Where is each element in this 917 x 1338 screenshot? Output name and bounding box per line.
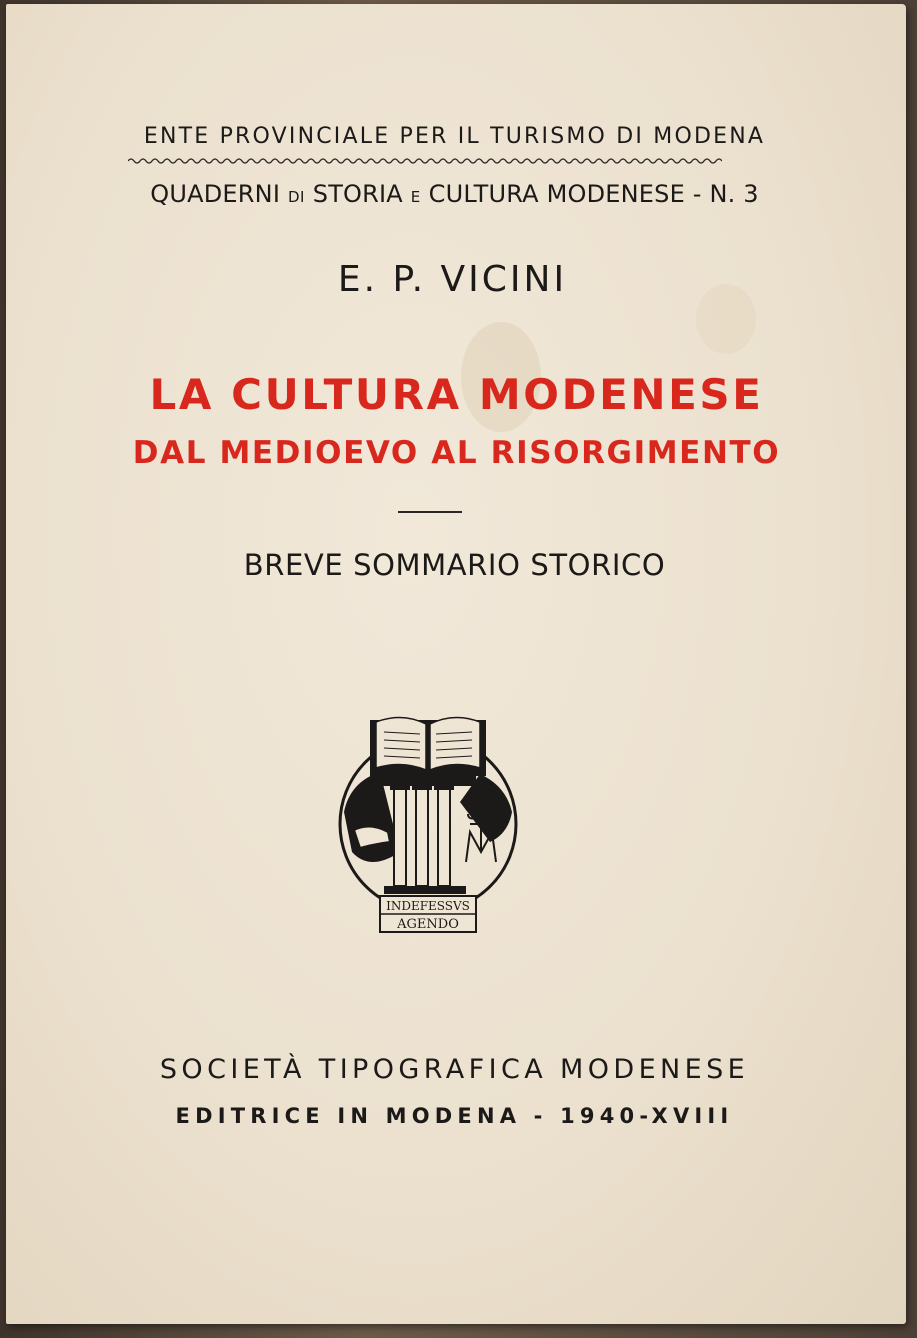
emblem-motto-line-2: AGENDO bbox=[397, 917, 459, 932]
publisher-organization: ENTE PROVINCIALE PER IL TURISMO DI MODENA bbox=[143, 124, 766, 149]
imprint-publisher: SOCIETÀ TIPOGRAFICA MODENESE bbox=[159, 1054, 750, 1085]
emblem-motto-line-1: INDEFESSVS bbox=[386, 899, 470, 913]
book-title-line-1: LA CULTURA MODENESE bbox=[149, 370, 764, 419]
book-title-line-2: DAL MEDIOEVO AL RISORGIMENTO bbox=[132, 435, 781, 471]
series-title bbox=[0, 180, 913, 208]
series-connector: DI bbox=[287, 188, 305, 206]
series-connector: E bbox=[410, 188, 421, 206]
series-word-storia: STORIA bbox=[312, 180, 403, 208]
printer-mark-emblem-icon bbox=[330, 702, 526, 938]
imprint-place-date: EDITRICE IN MODENA - 1940-XVIII bbox=[175, 1104, 734, 1128]
series-word-quaderni: QUADERNI bbox=[150, 180, 281, 208]
series-word-cultura: CULTURA MODENESE - N. 3 bbox=[428, 180, 759, 208]
wavy-divider bbox=[128, 156, 722, 166]
author-name: E. P. VICINI bbox=[337, 259, 568, 300]
book-subtitle: BREVE SOMMARIO STORICO bbox=[243, 548, 666, 582]
title-separator bbox=[398, 511, 462, 513]
